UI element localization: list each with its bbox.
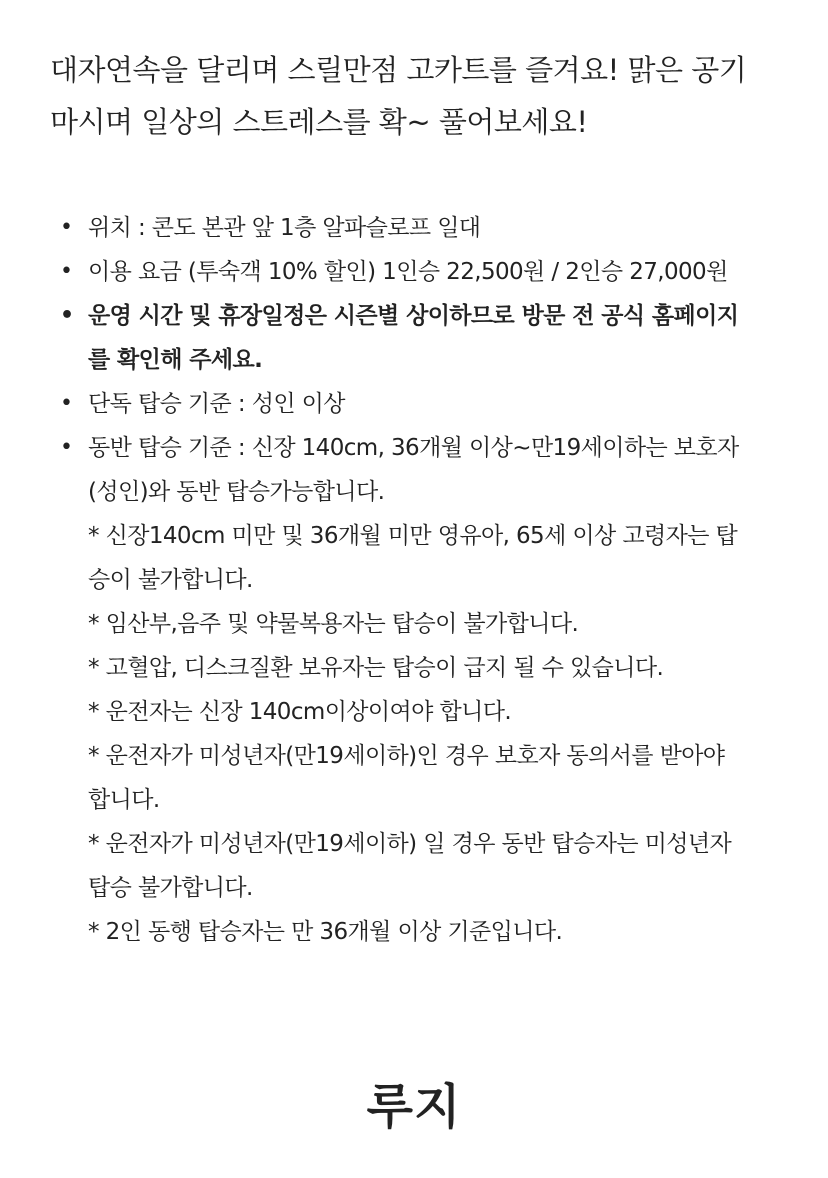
section-title-luge: 루지 xyxy=(366,1079,462,1135)
note-line: 승이 불가합니다. xyxy=(88,567,253,593)
note-line: * 운전자는 신장 140cm이상이여야 합니다. xyxy=(88,699,512,725)
note-line: * 임산부,음주 및 약물복용자는 탑승이 불가합니다. xyxy=(88,611,579,637)
note-line: 합니다. xyxy=(88,787,160,813)
bullet-icon: • xyxy=(60,259,73,284)
companion-line: 동반 탑승 기준 : 신장 140cm, 36개월 이상~만19세이하는 보호자 xyxy=(88,435,739,461)
bullet-icon: • xyxy=(60,303,74,328)
companion-line: (성인)와 동반 탑승가능합니다. xyxy=(88,479,385,505)
solo-text: 단독 탑승 기준 : 성인 이상 xyxy=(88,391,345,417)
intro-line: 대자연속을 달리며 스릴만점 고카트를 즐겨요! 맑은 공기 xyxy=(50,53,747,87)
note-line: * 운전자가 미성년자(만19세이하)인 경우 보호자 동의서를 받아야 xyxy=(88,743,725,769)
list-item-location xyxy=(50,206,786,250)
fee-text: 이용 요금 (투숙객 10% 할인) 1인승 22,500원 / 2인승 27,000원 xyxy=(88,259,728,285)
list-item-notice xyxy=(50,294,786,382)
list-item-solo xyxy=(50,382,786,426)
article-content xyxy=(50,44,786,954)
list-item-fee xyxy=(50,250,786,294)
intro-line: 마시며 일상의 스트레스를 확~ 풀어보세요! xyxy=(50,105,588,139)
note-line: * 신장140cm 미만 및 36개월 미만 영유아, 65세 이상 고령자는 탑 xyxy=(88,523,738,549)
bullet-icon: • xyxy=(60,215,73,240)
note-line: * 운전자가 미성년자(만19세이하) 일 경우 동반 탑승자는 미성년자 xyxy=(88,831,732,857)
notice-line: 운영 시간 및 휴장일정은 시즌별 상이하므로 방문 전 공식 홈페이지 xyxy=(88,303,739,329)
note-line: 탑승 불가합니다. xyxy=(88,875,253,901)
bullet-icon: • xyxy=(60,391,73,416)
bullet-icon: • xyxy=(60,435,73,460)
notice-line: 를 확인해 주세요. xyxy=(88,347,263,373)
info-list xyxy=(50,206,786,954)
note-line: * 2인 동행 탑승자는 만 36개월 이상 기준입니다. xyxy=(88,919,563,945)
intro-paragraph xyxy=(50,44,786,148)
location-text: 위치 : 콘도 본관 앞 1층 알파슬로프 일대 xyxy=(88,215,481,241)
list-item-companion xyxy=(50,426,786,954)
note-line: * 고혈압, 디스크질환 보유자는 탑승이 급지 될 수 있습니다. xyxy=(88,655,664,681)
